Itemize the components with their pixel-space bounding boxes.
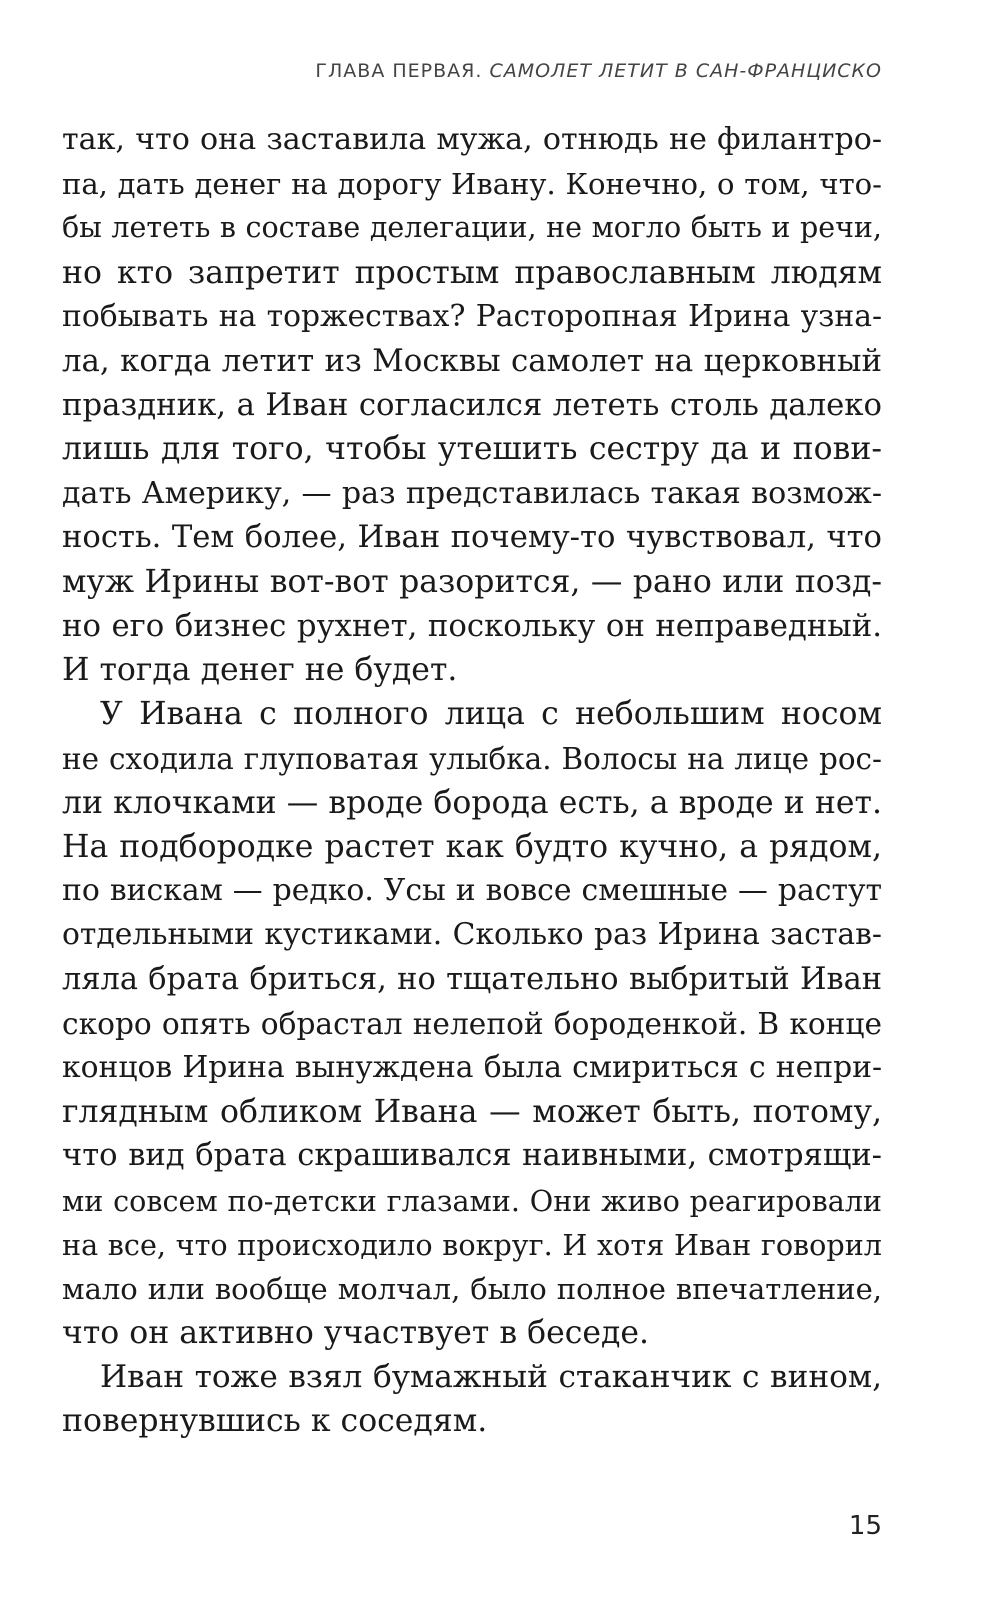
- text-line: И тогда денег не будет.: [62, 652, 458, 689]
- text-line: повернувшись к соседям.: [62, 1403, 488, 1440]
- text-line: отдельными кустиками. Сколько раз Ирина застав-: [62, 917, 882, 953]
- text-line: ми совсем по-детски глазами. Они живо реагировали: [62, 1183, 882, 1218]
- text-line: муж Ирины вот-вот разорится, — рано или позд-: [62, 563, 882, 600]
- text-line: У Ивана с полного лица с небольшим носом: [100, 696, 882, 733]
- text-line: что вид брата скрашивался наивными, смотрящи-: [62, 1138, 882, 1174]
- page-number: 15: [848, 1511, 882, 1541]
- text-line: ляла брата бриться, но тщательно выбритый Иван: [62, 961, 882, 997]
- text-line: ли клочками — вроде борода есть, а вроде и нет.: [62, 784, 882, 821]
- text-line: но его бизнес рухнет, поскольку он неправедный.: [62, 608, 882, 645]
- text-line: глядным обликом Ивана — может быть, потому,: [62, 1094, 882, 1131]
- text-line: ла, когда летит из Москвы самолет на церковный: [62, 342, 882, 379]
- text-line: по вискам — редко. Усы и вовсе смешные — растут: [62, 873, 882, 909]
- text-line: бы лететь в составе делегации, не могло быть и речи,: [62, 211, 882, 245]
- paragraph-3: [62, 1355, 882, 1443]
- text-line: что он активно участвует в беседе.: [62, 1315, 650, 1352]
- text-line: ность. Тем более, Иван почему-то чувствовал, что: [62, 519, 882, 555]
- text-line: побывать на торжествах? Расторопная Ирина узна-: [62, 298, 882, 334]
- chapter-number: ГЛАВА ПЕРВАЯ.: [315, 60, 483, 82]
- body-text: [62, 118, 882, 1444]
- text-line: концов Ирина вынуждена была смириться с непри-: [62, 1049, 882, 1085]
- paragraph-2: [62, 692, 882, 1355]
- text-line: на все, что происходило вокруг. И хотя Иван говорил: [62, 1227, 882, 1262]
- text-line: На подбородке растет как будто кучно, а рядом,: [62, 829, 882, 865]
- text-line: так, что она заставила мужа, отнюдь не филантро-: [62, 122, 882, 157]
- paragraph-1: [62, 118, 882, 692]
- text-line: праздник, а Иван согласился лететь столь далеко: [62, 387, 882, 424]
- text-line: мало или вообще молчал, было полное впечатление,: [62, 1271, 882, 1306]
- chapter-title: САМОЛЕТ ЛЕТИТ В САН-ФРАНЦИСКО: [489, 60, 882, 82]
- running-head: [315, 60, 882, 82]
- text-line: лишь для того, чтобы утешить сестру да и пови-: [62, 431, 882, 468]
- text-line: не сходила глуповатая улыбка. Волосы на лице рос-: [62, 741, 882, 776]
- text-line: дать Америку, — раз представилась такая возмож-: [62, 475, 882, 511]
- text-line: но кто запретит простым православным людям: [62, 254, 882, 291]
- text-line: Иван тоже взял бумажный стаканчик с вином,: [100, 1359, 882, 1396]
- text-line: скоро опять обрастал нелепой бороденкой. В конце: [62, 1005, 882, 1041]
- text-line: па, дать денег на дорогу Ивану. Конечно, о том, что-: [62, 167, 882, 202]
